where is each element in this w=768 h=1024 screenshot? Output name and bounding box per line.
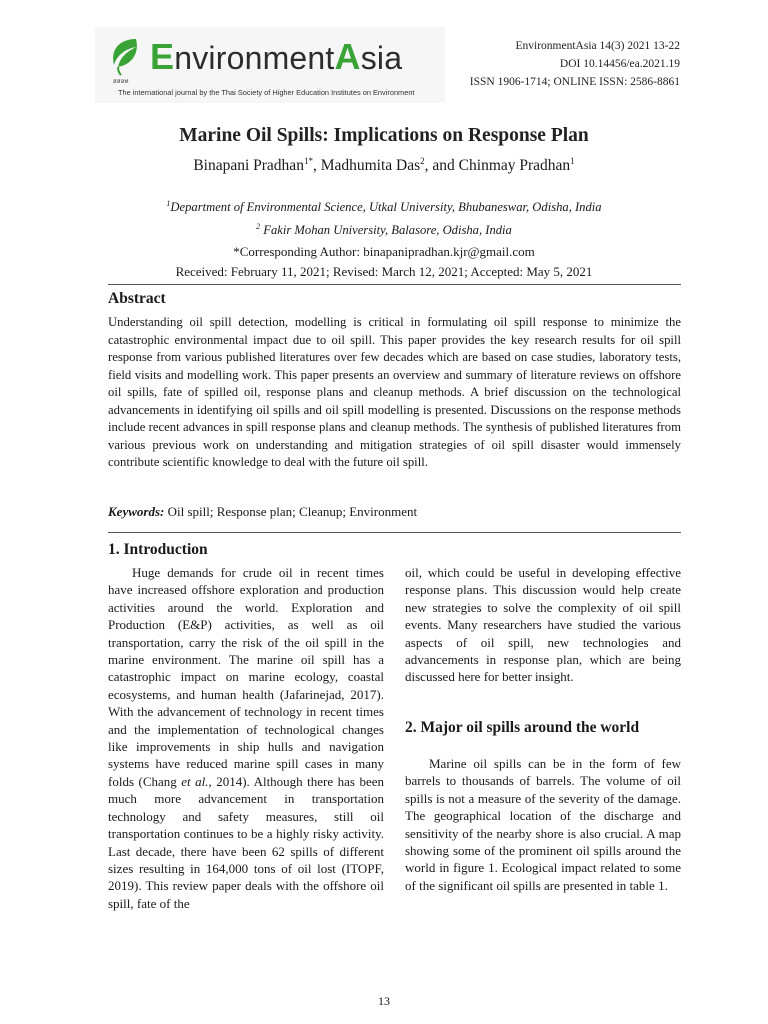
journal-reference: EnvironmentAsia 14(3) 2021 13-22	[515, 40, 680, 52]
article-info	[0, 242, 768, 282]
keywords-label: Keywords:	[108, 504, 165, 519]
author-name: Madhumita Das	[320, 157, 421, 175]
logo-society-abbrev: สสอท	[113, 79, 129, 85]
keywords	[108, 504, 417, 520]
article-title: Marine Oil Spills: Implications on Response Plan	[179, 125, 589, 146]
keywords-list: Oil spill; Response plan; Cleanup; Environment	[164, 504, 418, 519]
author-affiliation-mark: 1*	[303, 156, 313, 166]
journal-brand-name: EnvironmentAsia	[150, 36, 403, 77]
author-affiliation-mark: 1	[570, 156, 575, 166]
divider	[108, 532, 681, 533]
paragraph: Huge demands for crude oil in recent times have increased offshore exploration and production activities around the world. Exploration and Production (E&P) activities, as well as oil transportation, carry the risk of the oil spill in the marine environment. The marine oil spill has a catastrophic impact on marine ecology, coastal ecosystems, and human health (Jafarinejad, 2017). With the advancement of technology in recent times and the implementation of technological changes like improvements in ship hulls and navigation systems have reduced marine spill cases in many folds (Chang et al., 2014). Although there has been much more advancement in transportation technology and safety measures, still oil transportation continues to be a highly risky activity. Last decade, there have been 62 spills of different sizes resulting in 164,000 tons of oil lost (ITOPF, 2019). This review paper deals with the offshore oil spill, fate of the	[108, 565, 384, 911]
affiliation-line: $^2$ Fakir Mohan University, Balasore, Odisha, India	[256, 222, 512, 238]
divider	[108, 284, 681, 285]
author-list: Binapani Pradhan$^{1*}$, Madhumita Das$^2$, and Chinmay Pradhan$^1$	[193, 156, 575, 175]
submission-dates: Received: February 11, 2021; Revised: March 12, 2021; Accepted: May 5, 2021	[175, 264, 593, 279]
issn: ISSN 1906-1714; ONLINE ISSN: 2586-8861	[469, 76, 680, 88]
author-affiliation-mark: 2	[420, 156, 425, 166]
paragraph: Marine oil spills can be in the form of few barrels to thousands of barrels. The volume of oil spills is not a measure of the severity of the damage. The geographical location of the discharge and sensitivity of the nearby shore is also crucial. A map showing some of the prominent oil spills around the world in figure 1. Ecological impact related to some of the significant oil spills are presented in table 1.	[405, 756, 681, 893]
journal-meta	[470, 37, 680, 91]
abstract-body: Understanding oil spill detection, modelling is critical in formulating oil spill response to minimize the catastrophic environmental impact due to oil spill. This paper provides the key research results for oil spill response from various published literatures over few decades which are based on case studies, laboratory tests, field visits and modelling work. This paper presents an overview and summary of literature reviews on offshore oil spills, fate of spilled oil, response plans and cleanup methods. A brief discussion on the technological advancements in identifying oil spills and oil spill modelling is presented. Discussions on the response methods include recent advances in spill response plans and cleanup methods. The synthesis of published literatures from various previous work on understanding and mitigation strategies of oil spill disaster would immensely contribute scientific knowledge to deal with the future oil spill.	[108, 315, 681, 469]
journal-tagline: The international journal by the Thai Society of Higher Education Institutes on Environment	[118, 88, 415, 97]
paragraph: oil, which could be useful in developing effective response plans. This discussion would help create new strategies to solve the complexity of oil spill events. Many researchers have studied the various aspects of oil spill, new technologies and advancements in response plan, which are being discussed here for better insight.	[405, 565, 681, 685]
right-column	[405, 564, 681, 686]
author-name: Chinmay Pradhan	[458, 157, 571, 175]
affiliation-line: $^1$Department of Environmental Science, Utkal University, Bhubaneswar, Odisha, India	[166, 199, 602, 215]
left-column	[108, 564, 384, 912]
doi: DOI 10.14456/ea.2021.19	[559, 58, 680, 70]
section-heading-major-oil-spills: 2. Major oil spills around the world	[405, 719, 640, 736]
abstract-heading: Abstract	[108, 290, 166, 307]
section-heading-introduction: 1. Introduction	[108, 541, 208, 558]
affiliations	[0, 194, 768, 240]
author-name: Binapani Pradhan	[193, 157, 304, 175]
corresponding-author: *Corresponding Author: binapanipradhan.kjr@gmail.com	[233, 244, 535, 259]
right-column-section2	[405, 755, 681, 894]
page-number: 13	[378, 994, 390, 1008]
